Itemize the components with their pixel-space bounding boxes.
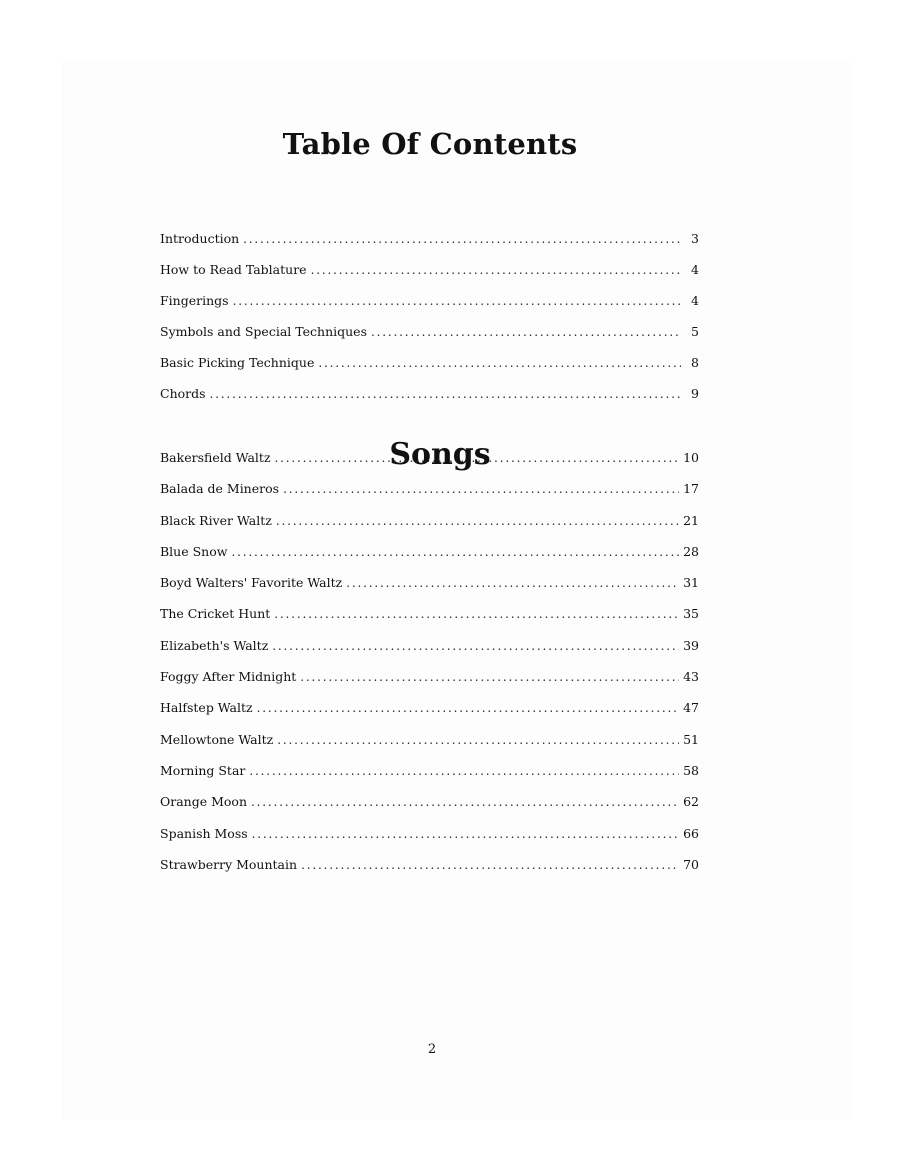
dot-leader (252, 827, 679, 841)
toc-entry[interactable] (160, 763, 699, 794)
toc-entry[interactable] (160, 450, 699, 481)
dot-leader (272, 639, 679, 653)
toc-entry[interactable] (160, 794, 699, 825)
toc-entry-label: Blue Snow (160, 543, 228, 559)
dot-leader (249, 764, 679, 778)
dot-leader (318, 356, 681, 370)
toc-entry-label: Halfstep Waltz (160, 700, 253, 716)
dot-leader (301, 858, 679, 872)
toc-entry-page: 31 (683, 575, 699, 591)
toc-entry[interactable] (160, 386, 699, 417)
toc-entry-page: 58 (683, 762, 699, 778)
toc-entry[interactable] (160, 606, 699, 637)
toc-entry-page: 51 (683, 731, 699, 747)
toc-entry[interactable] (160, 826, 699, 857)
dot-leader (257, 701, 679, 715)
toc-entry-page: 62 (683, 794, 699, 810)
page-title: Table Of Contents (282, 127, 578, 162)
toc-entry[interactable] (160, 669, 699, 700)
toc-entry-page: 17 (683, 481, 699, 497)
dot-leader (231, 545, 679, 559)
dot-leader (371, 325, 681, 339)
toc-entry-label: The Cricket Hunt (160, 606, 271, 622)
dot-leader (283, 482, 679, 496)
toc-entry[interactable] (160, 544, 699, 575)
intro-toc-list (160, 231, 699, 417)
toc-entry-page: 39 (683, 637, 699, 653)
toc-entry[interactable] (160, 732, 699, 763)
toc-entry-page: 47 (683, 700, 699, 716)
toc-entry-label: Orange Moon (160, 794, 247, 810)
toc-entry-page: 5 (691, 324, 699, 339)
toc-entry-label: Strawberry Mountain (160, 856, 298, 872)
toc-entry-page: 3 (691, 231, 699, 246)
toc-entry[interactable] (160, 513, 699, 544)
toc-entry[interactable] (160, 700, 699, 731)
toc-entry-page: 35 (683, 606, 699, 622)
toc-entry-label: Black River Waltz (160, 512, 272, 528)
toc-entry[interactable] (160, 355, 699, 386)
toc-entry[interactable] (160, 481, 699, 512)
dot-leader (311, 263, 681, 277)
toc-entry-page: 70 (683, 856, 699, 872)
songs-toc-list (160, 450, 699, 888)
toc-entry-label: Fingerings (160, 293, 229, 308)
dot-leader (346, 576, 679, 590)
dot-leader (274, 607, 679, 621)
toc-entry[interactable] (160, 638, 699, 669)
toc-entry-page: 8 (691, 355, 699, 370)
toc-entry-page: 10 (683, 450, 699, 465)
toc-entry-label: Foggy After Midnight (160, 669, 297, 685)
toc-entry-page: 21 (683, 512, 699, 528)
page-number: 2 (427, 1042, 437, 1057)
toc-entry[interactable] (160, 293, 699, 324)
toc-entry-label: Spanish Moss (160, 825, 248, 841)
toc-entry-label: Bakersfield Waltz (160, 450, 271, 465)
toc-entry-page: 66 (683, 825, 699, 841)
toc-entry[interactable] (160, 324, 699, 355)
toc-entry[interactable] (160, 262, 699, 293)
dot-leader (300, 670, 679, 684)
toc-entry-page: 4 (691, 293, 699, 308)
toc-entry-page: 9 (691, 386, 699, 401)
toc-entry-label: Mellowtone Waltz (160, 731, 274, 747)
dot-leader (233, 294, 681, 308)
dot-leader (251, 795, 679, 809)
toc-entry-page: 28 (683, 543, 699, 559)
toc-entry-label: Basic Picking Technique (160, 355, 315, 370)
toc-entry-label: Elizabeth's Waltz (160, 637, 269, 653)
toc-entry-page: 43 (683, 669, 699, 685)
toc-entry-label: Symbols and Special Techniques (160, 324, 367, 339)
dot-leader (276, 514, 679, 528)
toc-entry[interactable] (160, 857, 699, 888)
dot-leader (210, 387, 681, 401)
toc-entry-label: Introduction (160, 231, 240, 246)
toc-entry-label: How to Read Tablature (160, 262, 307, 277)
dot-leader (243, 232, 681, 246)
toc-entry-label: Balada de Mineros (160, 481, 280, 497)
toc-entry-label: Morning Star (160, 762, 246, 778)
toc-entry-page: 4 (691, 262, 699, 277)
toc-entry[interactable] (160, 575, 699, 606)
dot-leader (277, 733, 679, 747)
dot-leader (275, 451, 680, 465)
toc-entry-label: Chords (160, 386, 206, 401)
toc-entry[interactable] (160, 231, 699, 262)
toc-entry-label: Boyd Walters' Favorite Waltz (160, 575, 343, 591)
songs-heading: Songs (389, 436, 491, 472)
